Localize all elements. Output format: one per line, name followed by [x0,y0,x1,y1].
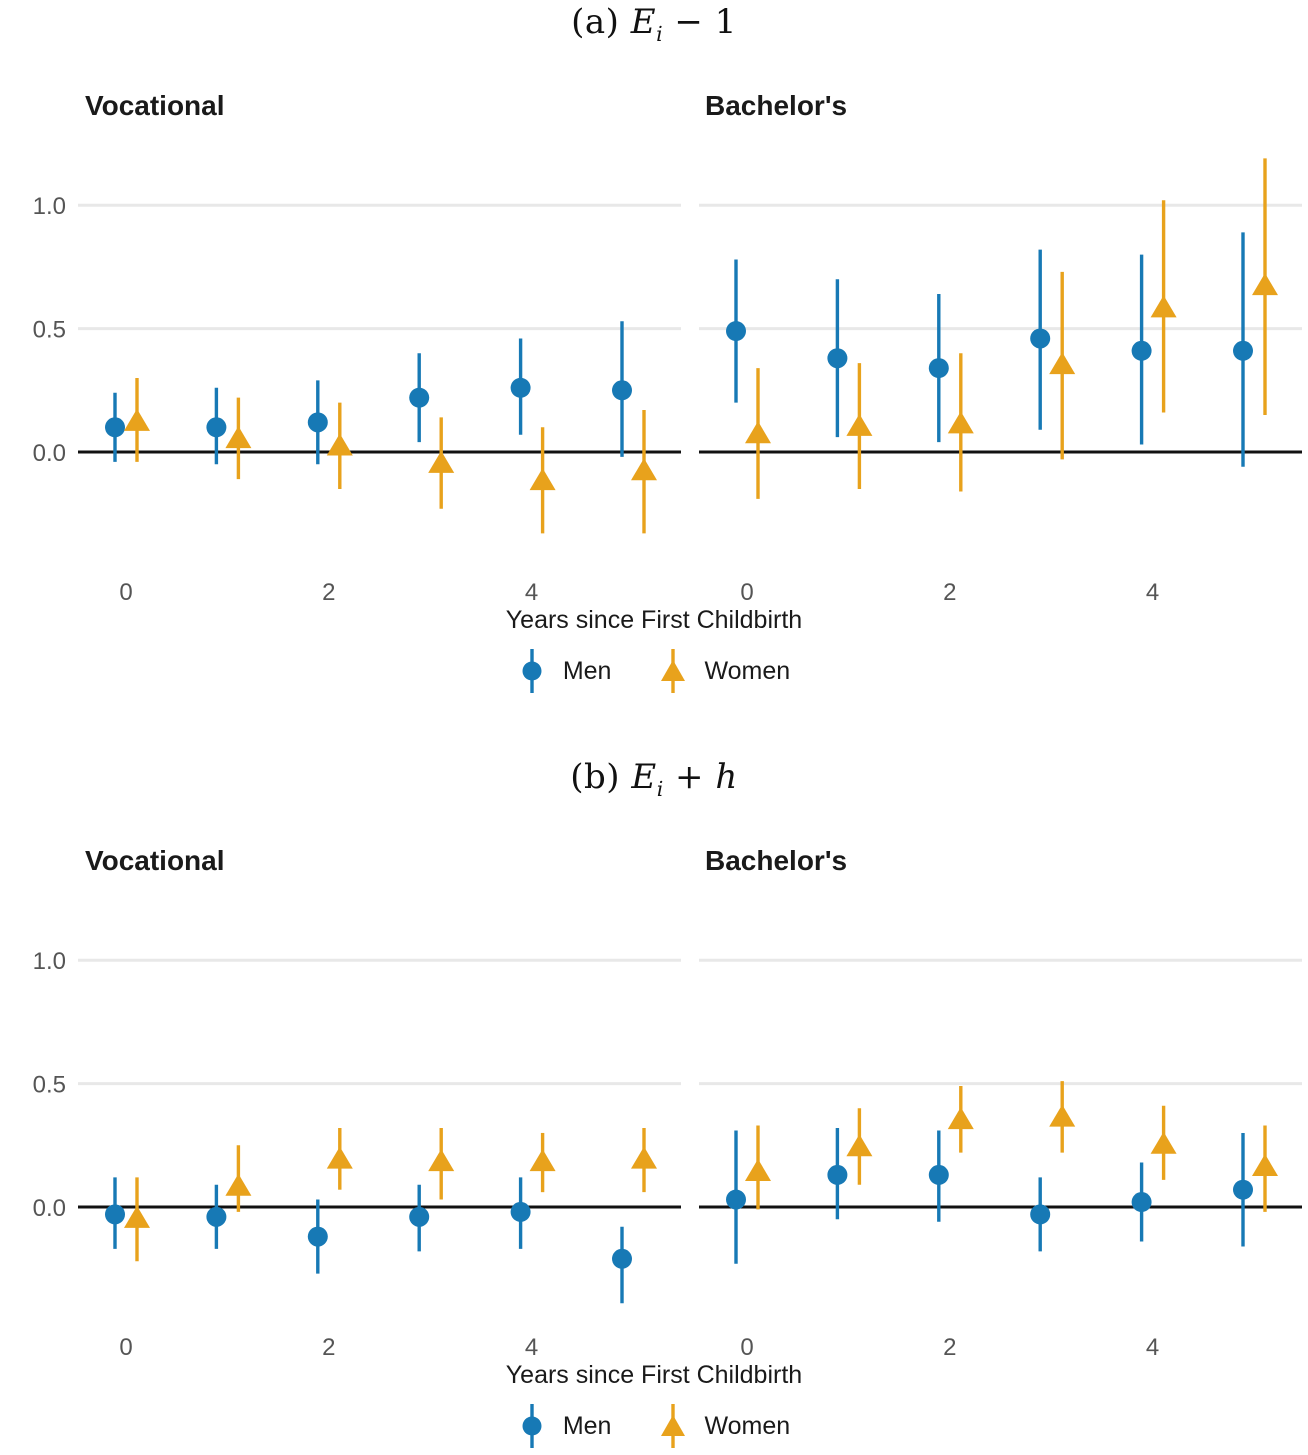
chart-a-title [0,2,1308,46]
point-women-y2 [948,411,974,433]
point-women-y5 [631,458,657,480]
title-operator: − [663,2,715,42]
point-women-y0 [745,421,771,443]
point-men-y1 [827,348,847,368]
point-men-y2 [929,1165,949,1185]
title-subscript: i [656,21,664,46]
women-marker-icon [659,1401,687,1451]
plot-area-b [0,893,1308,1363]
plot-area-a [0,138,1308,608]
point-women-y1 [225,426,251,448]
point-women-y2 [327,434,353,456]
y-tick-label: 0.5 [32,1071,66,1099]
point-men-y3 [1030,1204,1050,1224]
title-subscript: i [656,776,664,801]
point-men-y4 [1132,341,1152,361]
x-axis-title: Years since First Childbirth [505,606,803,634]
point-men-y1 [206,417,226,437]
point-men-y4 [511,378,531,398]
point-women-y3 [428,1149,454,1171]
legend-item-men [518,1401,612,1451]
x-tick-label: 2 [322,579,336,606]
point-women-y2 [327,1147,353,1169]
legend-label-men: Men [562,656,612,685]
point-men-y0 [726,1190,746,1210]
point-women-y0 [124,1206,150,1228]
point-men-y0 [726,321,746,341]
point-women-y2 [948,1107,974,1129]
y-tick-label: 0.0 [32,439,66,467]
title-operand: h [715,757,738,797]
point-men-y5 [1233,1180,1253,1200]
point-men-y2 [929,358,949,378]
x-tick-label: 4 [1145,1334,1160,1361]
title-operand: 1 [714,2,737,42]
x-tick-label: 2 [943,1334,957,1361]
point-women-y4 [1151,295,1177,317]
point-women-y3 [1049,352,1075,374]
x-tick-label: 0 [740,579,754,606]
chart-panel-a [0,0,1308,700]
point-men-y2 [308,1227,328,1247]
point-women-y0 [745,1159,771,1181]
point-men-y4 [511,1202,531,1222]
point-men-y5 [612,380,632,400]
point-women-y4 [1151,1132,1177,1154]
x-tick-label: 4 [524,1334,539,1361]
y-tick-label: 0.0 [32,1194,66,1222]
x-tick-label: 4 [1145,579,1160,606]
legend [0,1401,1308,1451]
chart-b-title [0,757,1308,801]
title-prefix: (b) [570,757,632,797]
y-tick-label: 1.0 [32,193,66,221]
point-women-y5 [1252,1154,1278,1176]
legend-item-women [659,1401,790,1451]
point-men-y1 [206,1207,226,1227]
point-women-y4 [530,468,556,490]
x-tick-label: 0 [119,579,133,606]
x-tick-label: 0 [740,1334,754,1361]
men-marker-icon [518,1401,546,1451]
point-women-y5 [1252,273,1278,295]
y-tick-label: 1.0 [32,948,66,976]
facet-label-vocational: Vocational [85,845,225,876]
point-men-y3 [409,1207,429,1227]
legend-label-women: Women [704,656,791,685]
x-tick-label: 4 [524,579,539,606]
facet-label-bachelors: Bachelor's [705,845,848,876]
legend-label-men: Men [562,1411,612,1440]
point-women-y0 [124,409,150,431]
point-women-y1 [225,1174,251,1196]
point-men-y0 [105,417,125,437]
legend-item-women [659,646,790,696]
point-men-y2 [308,412,328,432]
title-variable: E [630,2,657,42]
point-men-y3 [1030,328,1050,348]
facet-label-vocational: Vocational [85,90,225,121]
legend-item-men [518,646,612,696]
women-marker-icon [659,646,687,696]
title-variable: E [631,757,657,797]
legend [0,646,1308,696]
x-tick-label: 2 [322,1334,336,1361]
point-men-y5 [1233,341,1253,361]
point-men-y4 [1132,1192,1152,1212]
y-tick-label: 0.5 [32,316,66,344]
point-men-y0 [105,1204,125,1224]
men-marker-icon [518,646,546,696]
point-men-y5 [612,1249,632,1269]
point-men-y1 [827,1165,847,1185]
point-women-y1 [846,414,872,436]
point-women-y4 [530,1149,556,1171]
x-tick-label: 2 [943,579,957,606]
point-women-y3 [1049,1105,1075,1127]
point-women-y1 [846,1134,872,1156]
point-women-y5 [631,1147,657,1169]
x-axis-title: Years since First Childbirth [505,1361,803,1389]
facet-label-bachelors: Bachelor's [705,90,848,121]
point-women-y3 [428,451,454,473]
title-operator: + [663,757,716,797]
point-men-y3 [409,388,429,408]
legend-label-women: Women [704,1411,791,1440]
x-tick-label: 0 [119,1334,133,1361]
title-prefix: (a) [571,2,631,42]
chart-panel-b [0,755,1308,1455]
